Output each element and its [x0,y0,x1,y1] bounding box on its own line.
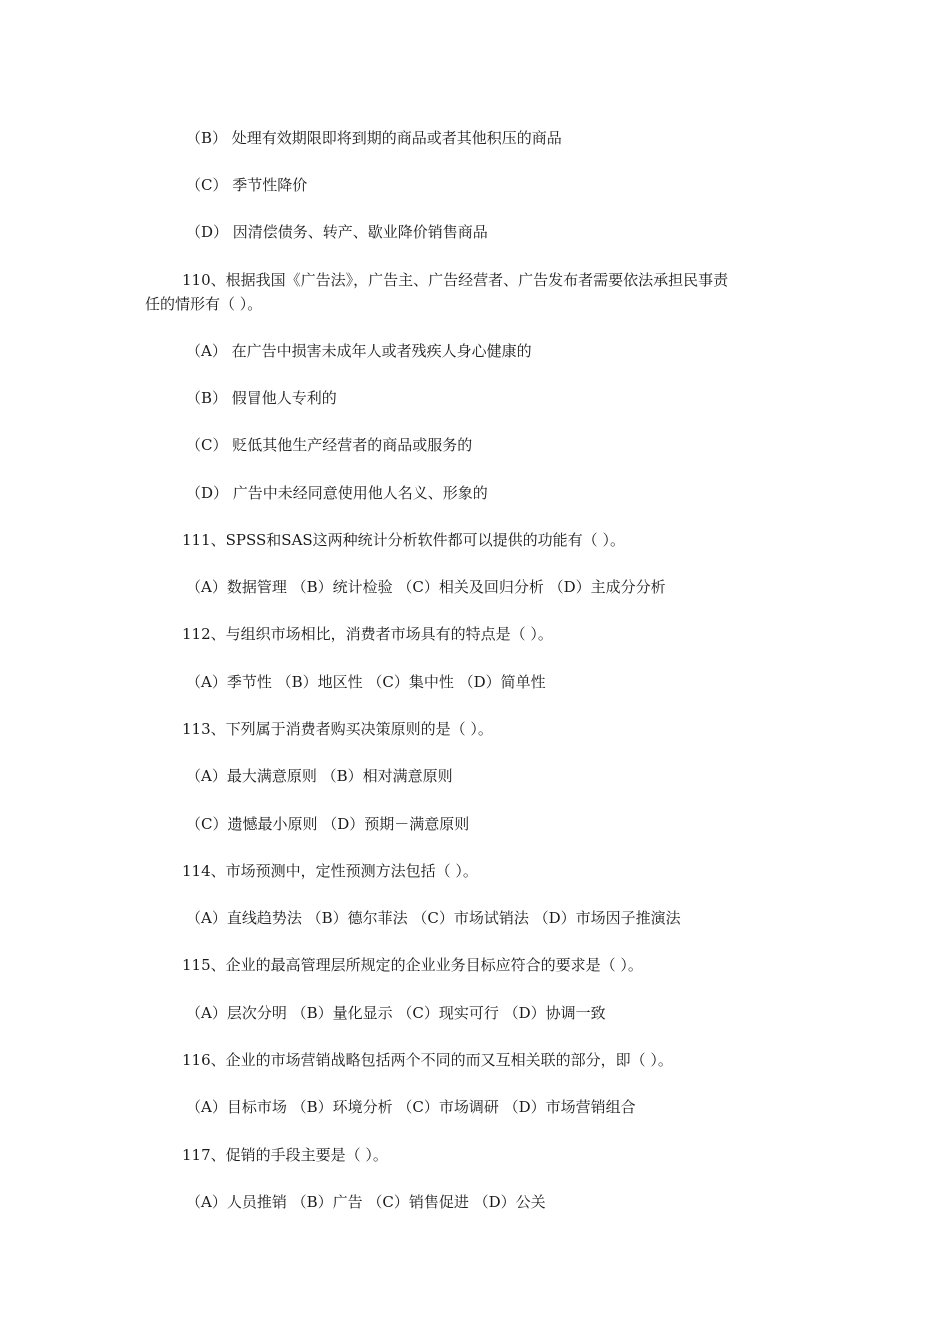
question-117: 117、促销的手段主要是（ ）。 [182,1146,388,1164]
q113-options-ab: （A）最大满意原则 （B）相对满意原则 [186,767,453,785]
option-c-line: （C） 季节性降价 [186,176,308,194]
question-115: 115、企业的最高管理层所规定的企业业务目标应符合的要求是（ ）。 [182,956,643,974]
q116-options: （A）目标市场 （B）环境分析 （C）市场调研 （D）市场营销组合 [186,1098,636,1116]
question-113: 113、下列属于消费者购买决策原则的是（ ）。 [182,720,493,738]
q110-option-a: （A） 在广告中损害未成年人或者残疾人身心健康的 [186,342,532,360]
question-111: 111、SPSS和SAS这两种统计分析软件都可以提供的功能有（ ）。 [182,531,625,549]
q111-options: （A）数据管理 （B）统计检验 （C）相关及回归分析 （D）主成分分析 [186,578,666,596]
option-b-line: （B） 处理有效期限即将到期的商品或者其他积压的商品 [186,129,562,147]
question-110: 110、根据我国《广告法》，广告主、广告经营者、广告发布者需要依法承担民事责 [182,271,729,289]
q113-options-cd: （C）遗憾最小原则 （D）预期－满意原则 [186,815,470,833]
question-114: 114、市场预测中，定性预测方法包括（ ）。 [182,862,478,880]
question-116: 116、企业的市场营销战略包括两个不同的而又互相关联的部分，即（ ）。 [182,1051,673,1069]
q110-option-d: （D） 广告中未经同意使用他人名义、形象的 [186,484,488,502]
question-110-continuation: 任的情形有（ ）。 [145,295,263,313]
option-d-line: （D） 因清偿债务、转产、歇业降价销售商品 [186,223,488,241]
question-112: 112、与组织市场相比，消费者市场具有的特点是（ ）。 [182,625,553,643]
q112-options: （A）季节性 （B）地区性 （C）集中性 （D）简单性 [186,673,546,691]
q110-option-b: （B） 假冒他人专利的 [186,389,337,407]
q115-options: （A）层次分明 （B）量化显示 （C）现实可行 （D）协调一致 [186,1004,606,1022]
q117-options: （A）人员推销 （B）广告 （C）销售促进 （D）公关 [186,1193,546,1211]
q114-options: （A）直线趋势法 （B）德尔菲法 （C）市场试销法 （D）市场因子推演法 [186,909,681,927]
q110-option-c: （C） 贬低其他生产经营者的商品或服务的 [186,436,473,454]
